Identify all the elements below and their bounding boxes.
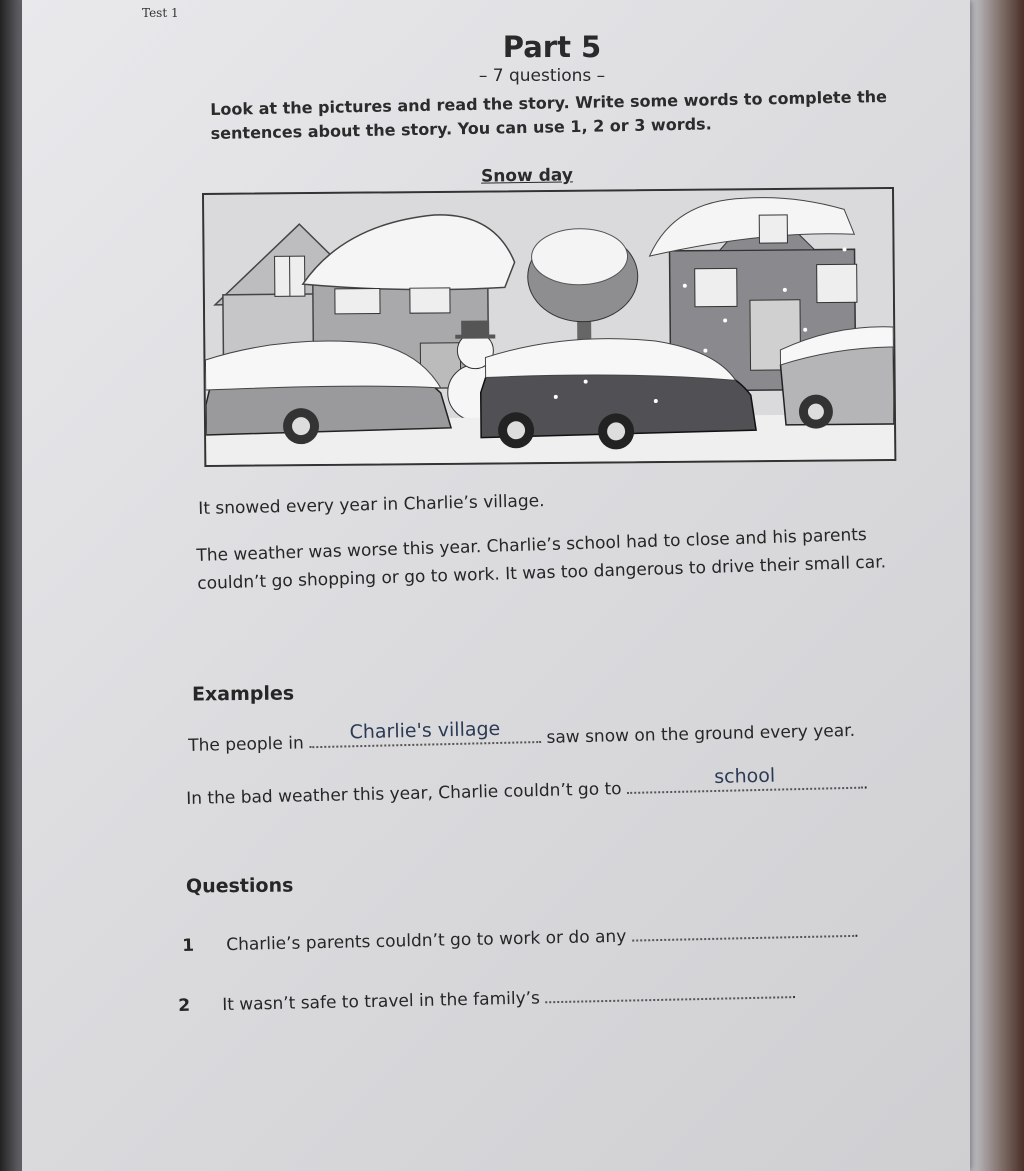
example-2-end: . (862, 773, 869, 794)
part-subtitle: – 7 questions – (478, 66, 606, 86)
question-1-answer-blank[interactable] (631, 921, 853, 942)
example-1-answer-blank[interactable] (309, 717, 541, 748)
example-2-answer-blank[interactable] (627, 764, 863, 794)
story-title: Snow day (480, 165, 573, 187)
question-2-number: 2 (178, 995, 191, 1016)
snow-scene-icon (204, 189, 894, 465)
example-1-after: saw snow on the ground every year. (546, 720, 856, 748)
example-2-before: In the bad weather this year, Charlie couldn’t go to (186, 779, 622, 809)
example-1 (188, 717, 856, 756)
question-1 (182, 921, 859, 956)
example-2 (186, 764, 869, 809)
question-1-number: 1 (182, 935, 195, 956)
example-1-before: The people in (188, 733, 304, 756)
snowy-street-illustration (202, 187, 896, 467)
story-paragraph-2: The weather was worse this year. Charlie’s school had to close and his parents couldn’t go shopping or go to work. It was too dangerous to drive their small car. (196, 524, 887, 594)
instructions: Look at the pictures and read the story. Write some words to complete the sentences about the story. You can use 1, 2 or 3 words. (210, 87, 888, 143)
part-title: Part 5 (502, 30, 602, 64)
question-2-text: It wasn’t safe to travel in the family’s (222, 988, 541, 1016)
worksheet-page (22, 0, 970, 1171)
test-label: Test 1 (142, 6, 179, 20)
question-2-answer-blank[interactable] (545, 982, 791, 1003)
story-paragraph-1: It snowed every year in Charlie’s village. (198, 491, 545, 519)
question-1-end: . (853, 921, 860, 942)
question-2-end: . (791, 983, 797, 1004)
example-1-handwritten-answer: Charlie's village (349, 717, 501, 744)
question-1-text: Charlie’s parents couldn’t go to work or do any (226, 926, 627, 956)
example-2-handwritten-answer: school (714, 764, 776, 789)
examples-heading: Examples (191, 682, 295, 706)
questions-heading: Questions (185, 874, 294, 898)
question-2 (178, 982, 797, 1016)
